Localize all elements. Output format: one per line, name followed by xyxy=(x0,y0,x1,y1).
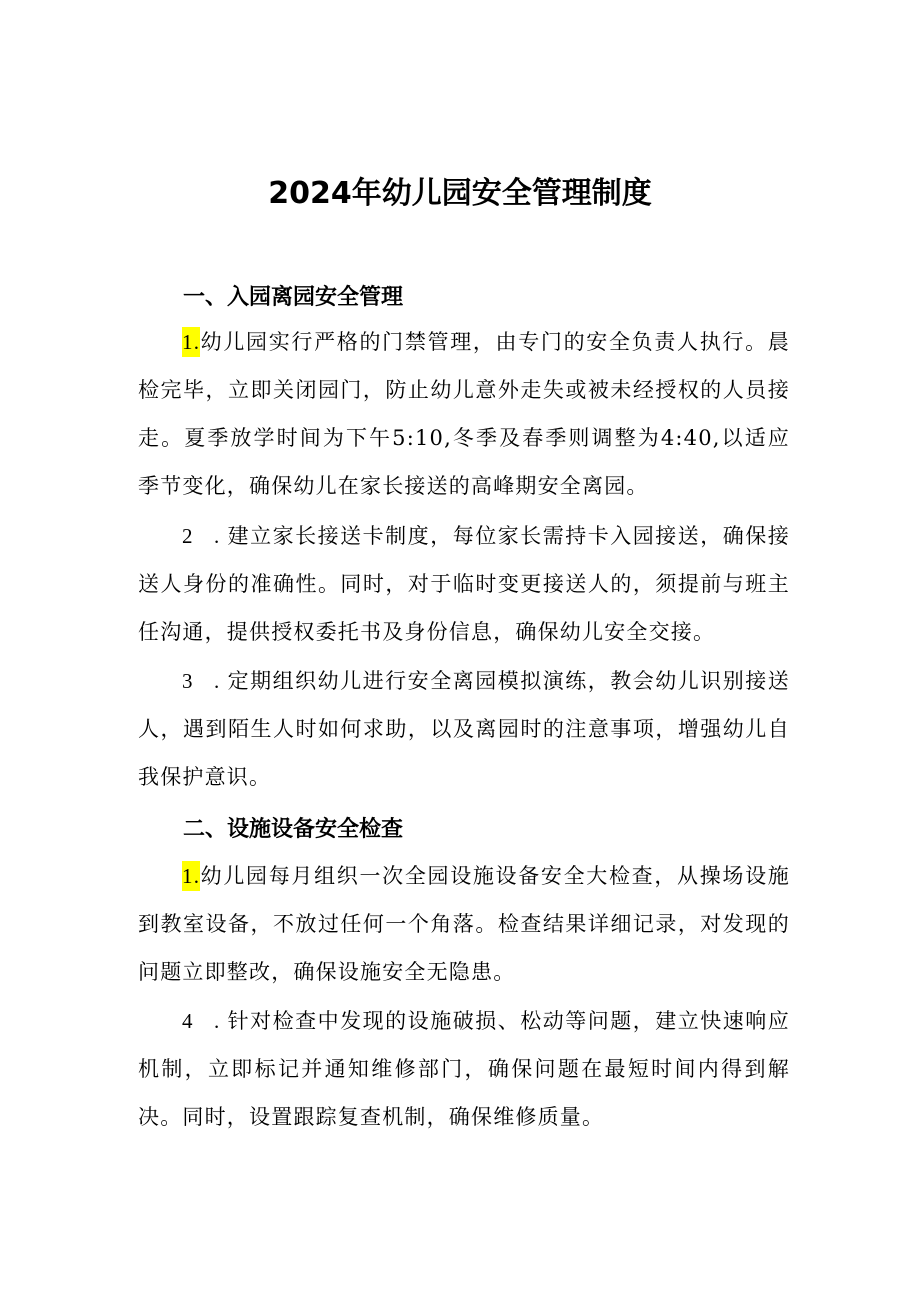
paragraph-text: 针对检查中发现的设施破损、松动等问题，建立快速响应机制，立即标记并通知维修部门，确保问题在最短时间内得到解决。同时，设置跟踪复查机制，确保维修质量。 xyxy=(138,1009,791,1129)
paragraph-2-2 xyxy=(138,997,790,1141)
item-number: 4 . xyxy=(182,1009,228,1033)
item-number: 2 . xyxy=(182,524,228,548)
paragraph-1-1 xyxy=(138,318,790,510)
item-number-highlighted: 1. xyxy=(182,327,200,357)
paragraph-text: 建立家长接送卡制度，每位家长需持卡入园接送，确保接送人身份的准确性。同时，对于临时变更接送人的，须提前与班主任沟通，提供授权委托书及身份信息，确保幼儿安全交接。 xyxy=(138,524,791,644)
item-number: 3 . xyxy=(182,669,228,693)
document-title: 2024年幼儿园安全管理制度 xyxy=(268,176,652,211)
section-heading-1: 一、入园离园安全管理 xyxy=(183,285,404,310)
paragraph-1-2 xyxy=(138,512,790,656)
paragraph-text: 幼儿园每月组织一次全园设施设备安全大检查，从操场设施到教室设备，不放过任何一个角落。检查结果详细记录，对发现的问题立即整改，确保设施安全无隐患。 xyxy=(138,864,790,984)
paragraph-text: 定期组织幼儿进行安全离园模拟演练，教会幼儿识别接送人，遇到陌生人时如何求助，以及离园时的注意事项，增强幼儿自我保护意识。 xyxy=(138,669,791,789)
item-number-highlighted: 1. xyxy=(182,861,200,891)
section-heading-2: 二、设施设备安全检查 xyxy=(183,817,404,842)
paragraph-text: 幼儿园实行严格的门禁管理，由专门的安全负责人执行。晨检完毕，立即关闭园门，防止幼儿意外走失或被未经授权的人员接走。夏季放学时间为下午5:10,冬季及春季则调整为4:40,以适应季节变化，确保幼儿在家长接送的高峰期安全离园。 xyxy=(138,330,790,498)
paragraph-1-3 xyxy=(138,657,790,801)
paragraph-2-1 xyxy=(138,852,790,996)
